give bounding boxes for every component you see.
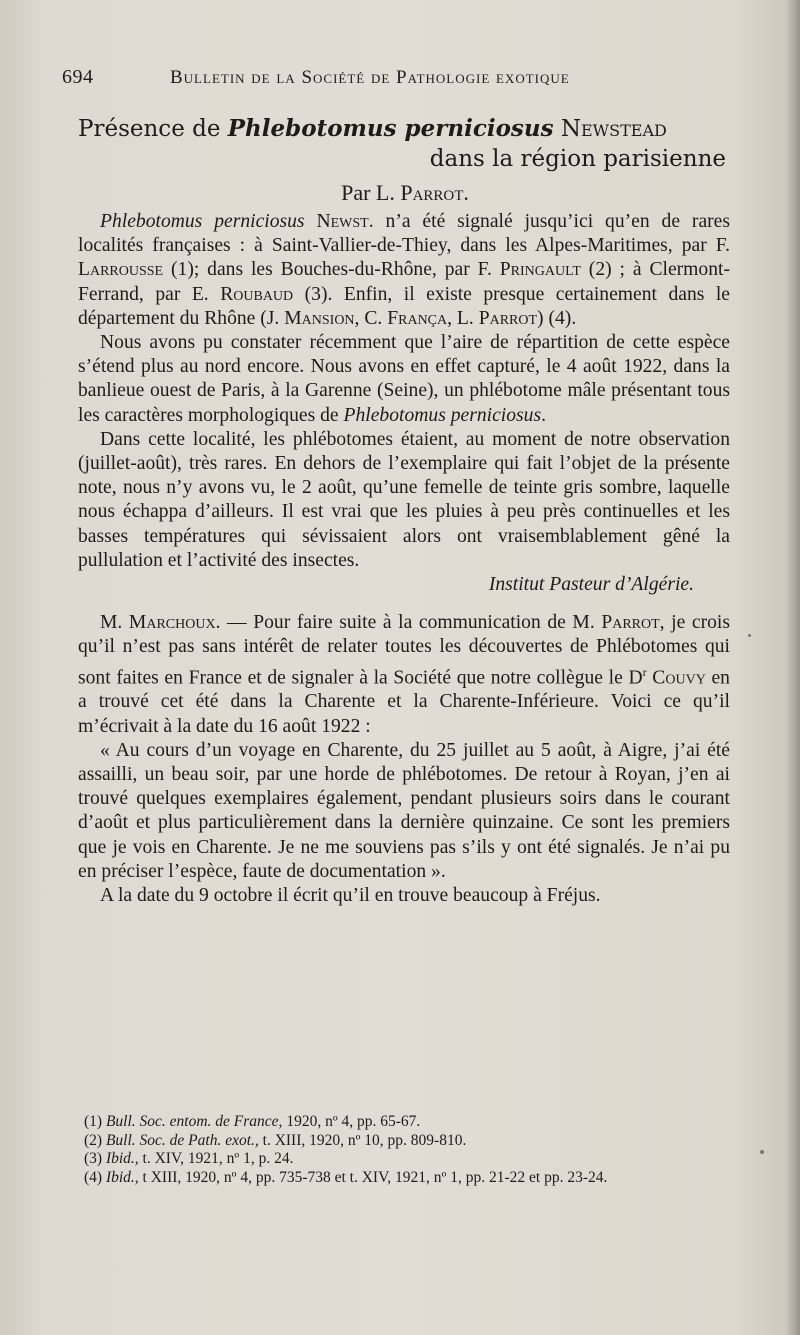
- paragraph-5-quote: « Au cours d’un voyage en Charente, du 25 juillet au 5 août, à Aigre, j’ai été assailli, un beau soir, par une horde de phlébotomes. De retour à Royan, j’en ai trouvé quelques exemplaires également, pendant plusieurs soirs dans le courant d’août et plus particulièrement dans la dernière quinzaine. Ce sont les premiers que je vois en Charente. Je ne me souviens pas s’ils y ont été signalés. Je n’ai pu en préciser l’espèce, faute de documentation ».: [78, 739, 730, 882]
- article-byline: Par L. Parrot.: [341, 180, 469, 205]
- title-species: Phlebotomus perniciosus: [227, 115, 554, 142]
- author-name: Parrot.: [400, 180, 469, 205]
- title-line-2: dans la région parisienne: [429, 146, 726, 172]
- paragraph-2: Nous avons pu constater récemment que l’aire de répartition de cette espèce s’étend plus au nord encore. Nous avons en effet capturé, le 4 août 1922, dans la banlieue ouest de Paris, à la Garenne (Seine), un phlébotome mâle présentant tous les caractères morphologiques de Phlebotomus perniciosus.: [78, 332, 730, 426]
- affiliation-signature: Institut Pasteur d’Algérie.: [488, 574, 694, 596]
- footnotes: [78, 1113, 730, 1187]
- scan-speck: [748, 634, 751, 637]
- page-number: 694: [62, 66, 94, 88]
- paragraph-3: Dans cette localité, les phlébotomes étaient, au moment de notre observation (juillet-août), très rares. En dehors de l’exemplaire qui fait l’objet de la présente note, nous n’y avons vu, le 2 août, qu’une femelle de teinte gris sombre, laquelle nous échappa d’ailleurs. Il est vrai que les pluies à peu près continuelles et les basses températures qui sévissaient alors ont vraisemblablement gêné la pullulation et l’activité des insectes.: [78, 428, 730, 571]
- footnote-3: (3) Ibid., t. XIV, 1921, nº 1, p. 24.: [84, 1150, 294, 1168]
- scan-speck: [760, 1150, 764, 1154]
- title-author-name: Newstead: [560, 116, 667, 142]
- article-body: [78, 210, 730, 908]
- footnote-1: (1) Bull. Soc. entom. de France, 1920, nº 4, pp. 65-67.: [84, 1113, 421, 1130]
- running-header: [62, 66, 732, 96]
- title-line-1: Présence de Phlebotomus perniciosus Newstead: [78, 115, 667, 142]
- footnote-2: (2) Bull. Soc. de Path. exot., t. XIII, 1920, nº 10, pp. 809-810.: [84, 1131, 467, 1149]
- paragraph-6: A la date du 9 octobre il écrit qu’il en trouve beaucoup à Fréjus.: [100, 885, 601, 907]
- article-title: [78, 114, 728, 174]
- footnote-4: (4) Ibid., t XIII, 1920, nº 4, pp. 735-738 et t. XIV, 1921, nº 1, pp. 21-22 et pp. 23-24.: [84, 1168, 608, 1186]
- paragraph-1: Phlebotomus perniciosus Newst. n’a été signalé jusqu’ici qu’en de rares localités françaises : à Saint-Vallier-de-Thiey, dans les Alpes-Maritimes, par F. Larrousse (1); dans les Bouches-du-Rhône, par F. Pringault (2) ; à Clermont-Ferrand, par E. Roubaud (3). Enfin, il existe presque certainement dans le département du Rhône (J. Mansion, C. França, L. Parrot) (4).: [78, 211, 730, 329]
- paragraph-4: M. Marchoux. — Pour faire suite à la communication de M. Parrot, je crois qu’il n’est pas sans intérêt de relater toutes les découvertes de Phlébotomes qui sont faites en France et de signaler à la Société que notre collègue le $D^r$ Couvy en a trouvé cet été dans la Charente et la Charente-Inférieure. Voici ce qu’il m’écrivait à la date du 16 août 1922 :: [78, 612, 730, 737]
- running-title: Bulletin de la Société de Pathologie exotique: [170, 67, 570, 88]
